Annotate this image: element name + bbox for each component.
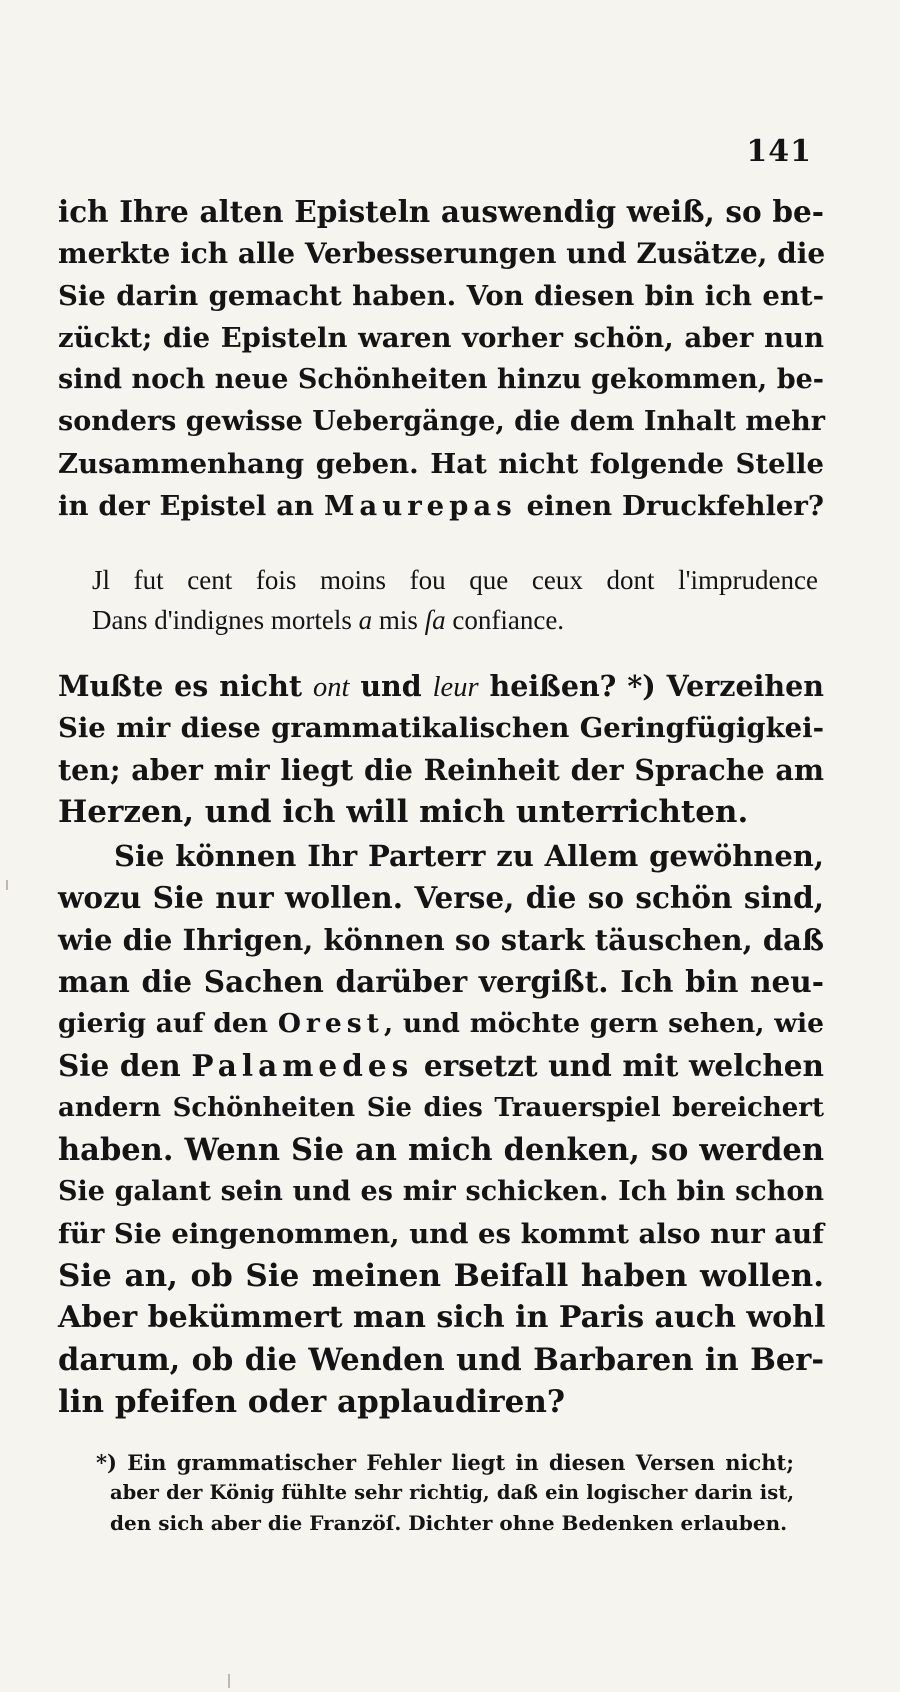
body-line-4: zückt; die Episteln waren vorher schön, aber nun (58, 322, 824, 354)
quote-emph-sa: ſa (424, 605, 446, 635)
para2-palamedes-line (58, 1046, 824, 1086)
after-quote-e: heißen? *) Verzeihen (478, 669, 824, 703)
para2-rest-line-2: haben. Wenn Sie an mich denken, so werden (58, 1132, 824, 1168)
para2-rest-line-8: lin pfeifen oder applaudiren? (58, 1384, 566, 1420)
quote-line2-a: Dans d'indignes mortels (92, 605, 359, 635)
word-leur: leur (432, 672, 479, 703)
palamedes-line-c: ersetzt und mit welchen (413, 1048, 824, 1083)
name-orest: Orest (277, 1008, 384, 1039)
para2-line-1: wozu Sie nur wollen. Verse, die so schön sind, (58, 880, 824, 915)
orest-line-c: , und möchte gern sehen, wie (383, 1008, 824, 1039)
para2-line-3: man die Sachen darüber vergißt. Ich bin neu- (58, 964, 824, 999)
scan-gutter-mark (6, 880, 8, 890)
body-line-after-quote (58, 666, 824, 708)
body-line-8 (58, 486, 824, 526)
para2-rest-line-7: darum, ob die Wenden und Barbaren in Ber- (58, 1342, 824, 1378)
body-line-6: sonders gewisse Uebergänge, die dem Inhalt mehr (58, 406, 825, 437)
body-line-7: Zusammenhang geben. Hat nicht folgende Stelle (58, 448, 824, 480)
footnote-line-1: *) Ein grammatischer Fehler liegt in diesen Versen nicht; (96, 1450, 794, 1475)
page-number: 141 (746, 134, 812, 169)
name-palamedes: Palamedes (191, 1048, 414, 1083)
body-line-1: ich Ihre alten Episteln auswendig weiß, so be- (58, 194, 824, 229)
para2-first-line: Sie können Ihr Parterr zu Allem gewöhnen, (114, 839, 824, 873)
orest-line-a: gierig auf den (58, 1008, 278, 1039)
after-quote-a: Mußte es nicht (58, 669, 313, 703)
para1-line-2: ten; aber mir liegt die Reinheit der Sprache am (58, 753, 824, 787)
para2-line-2: wie die Ihrigen, können so stark täuschen, daß (58, 923, 824, 957)
para2-orest-line (58, 1004, 824, 1044)
word-ont: ont (312, 672, 350, 703)
para2-rest-line-3: Sie galant sein und es mir schicken. Ich bin schon (58, 1176, 824, 1207)
line8-after: einen Druckfehler? (516, 490, 824, 522)
body-line-5: sind noch neue Schönheiten hinzu gekommen, be- (58, 364, 824, 395)
quote-emph-a: a (358, 605, 373, 635)
para2-rest-line-5: Sie an, ob Sie meinen Beifall haben wollen. (58, 1258, 824, 1294)
line8-before: in der Epistel an (58, 490, 324, 522)
after-quote-c: und (349, 669, 433, 703)
palamedes-line-a: Sie den (58, 1048, 192, 1083)
quote-line2-e: confiance. (445, 605, 565, 635)
french-quote-line-1: Jl fut cent fois moins fou que ceux dont l'imprudence (92, 565, 818, 595)
french-quote-line-2 (92, 602, 818, 638)
para2-rest-line-1: andern Schönheiten Sie dies Trauerspiel bereichert (58, 1093, 824, 1123)
footnote-line-3: den sich aber die Franzöſ. Dichter ohne Bedenken erlauben. (110, 1511, 788, 1535)
name-maurepas: Maurepas (323, 490, 517, 522)
para1-line-1: Sie mir diese grammatikalischen Geringfügigkei- (58, 712, 824, 744)
para2-rest-line-6: Aber bekümmert man sich in Paris auch wohl (58, 1300, 826, 1335)
para2-rest-line-4: für Sie eingenommen, und es kommt also nur auf (58, 1218, 824, 1250)
footnote-line-2: aber der König fühlte sehr richtig, daß ein logischer darin ist, (110, 1481, 794, 1504)
para1-line-3: Herzen, und ich will mich unterrichten. (58, 794, 749, 830)
body-line-2: merkte ich alle Verbesserungen und Zusätze, die (58, 237, 826, 270)
body-line-3: Sie darin gemacht haben. Von diesen bin ich ent- (58, 280, 824, 312)
scan-bottom-mark (228, 1674, 230, 1688)
quote-line2-c: mis (372, 605, 425, 635)
